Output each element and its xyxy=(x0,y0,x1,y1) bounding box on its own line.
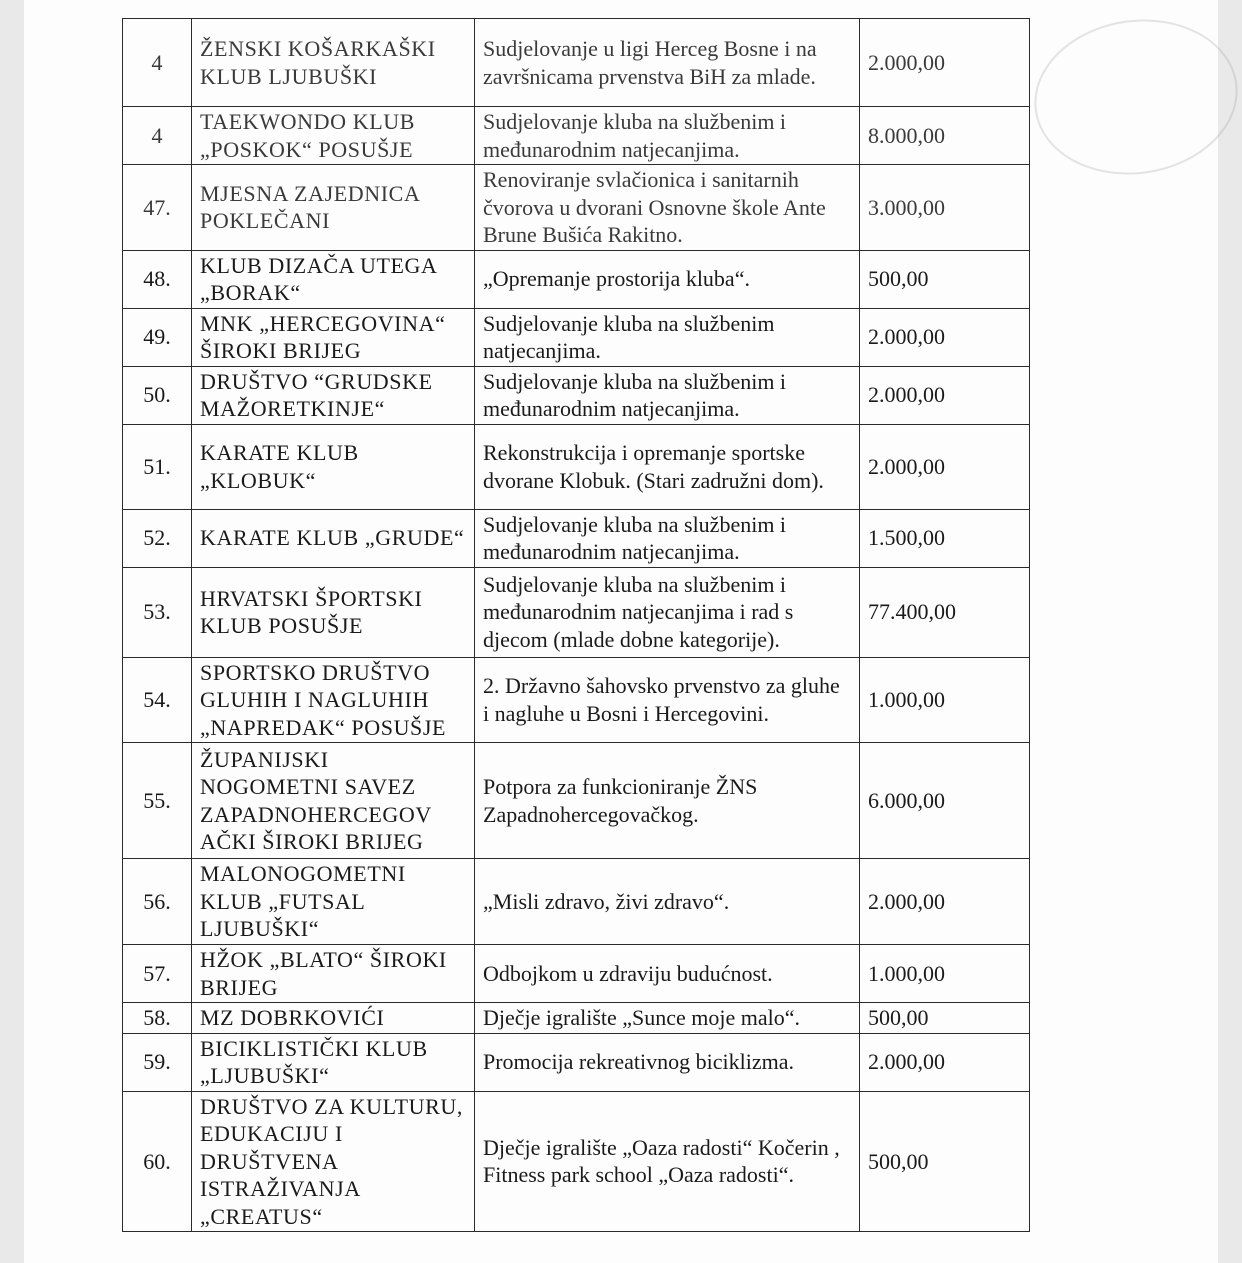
table-row xyxy=(123,859,1030,945)
row-number: 51. xyxy=(123,424,192,509)
row-number: 60. xyxy=(123,1091,192,1232)
row-number: 49. xyxy=(123,308,192,366)
table-row xyxy=(123,1003,1030,1034)
grant-purpose: Promocija rekreativnog biciklizma. xyxy=(475,1033,860,1091)
organization-name: DRUŠTVO ZA KULTURU, EDUKACIJU I DRUŠTVENA ISTRAŽIVANJA „CREATUS“ xyxy=(192,1091,475,1232)
table-row xyxy=(123,1033,1030,1091)
grant-purpose: „Opremanje prostorija kluba“. xyxy=(475,250,860,308)
grant-amount: 8.000,00 xyxy=(860,107,1030,165)
row-number: 50. xyxy=(123,366,192,424)
organization-name: KLUB DIZAČA UTEGA „BORAK“ xyxy=(192,250,475,308)
table-row xyxy=(123,424,1030,509)
grants-table xyxy=(122,18,1030,1232)
organization-name: HRVATSKI ŠPORTSKI KLUB POSUŠJE xyxy=(192,567,475,657)
grant-purpose: Sudjelovanje u ligi Herceg Bosne i na završnicama prvenstva BiH za mlade. xyxy=(475,19,860,107)
grant-amount: 2.000,00 xyxy=(860,19,1030,107)
row-number: 55. xyxy=(123,743,192,859)
row-number: 4 xyxy=(123,19,192,107)
grant-purpose: Sudjelovanje kluba na službenim i međunarodnim natjecanjima. xyxy=(475,509,860,567)
organization-name: SPORTSKO DRUŠTVO GLUHIH I NAGLUHIH „NAPREDAK“ POSUŠJE xyxy=(192,657,475,743)
grant-purpose: Renoviranje svlačionica i sanitarnih čvorova u dvorani Osnovne škole Ante Brune Bušića Rakitno. xyxy=(475,165,860,251)
table-row xyxy=(123,743,1030,859)
row-number: 4 xyxy=(123,107,192,165)
grant-amount: 2.000,00 xyxy=(860,1033,1030,1091)
table-row xyxy=(123,366,1030,424)
grant-purpose: Rekonstrukcija i opremanje sportske dvorane Klobuk. (Stari zadružni dom). xyxy=(475,424,860,509)
row-number: 48. xyxy=(123,250,192,308)
table-row xyxy=(123,657,1030,743)
table-row xyxy=(123,19,1030,107)
grant-amount: 1.500,00 xyxy=(860,509,1030,567)
organization-name: KARATE KLUB „KLOBUK“ xyxy=(192,424,475,509)
organization-name: TAEKWONDO KLUB „POSKOK“ POSUŠJE xyxy=(192,107,475,165)
table-row xyxy=(123,1091,1030,1232)
table-row xyxy=(123,945,1030,1003)
grant-purpose: Sudjelovanje kluba na službenim i međunarodnim natjecanjima. xyxy=(475,366,860,424)
organization-name: BICIKLISTIČKI KLUB „LJUBUŠKI“ xyxy=(192,1033,475,1091)
table-row xyxy=(123,567,1030,657)
grant-amount: 6.000,00 xyxy=(860,743,1030,859)
row-number: 58. xyxy=(123,1003,192,1034)
grant-amount: 77.400,00 xyxy=(860,567,1030,657)
grant-purpose: Dječje igralište „Sunce moje malo“. xyxy=(475,1003,860,1034)
grant-amount: 1.000,00 xyxy=(860,945,1030,1003)
grant-amount: 500,00 xyxy=(860,250,1030,308)
grant-purpose: „Misli zdravo, živi zdravo“. xyxy=(475,859,860,945)
row-number: 57. xyxy=(123,945,192,1003)
table-row xyxy=(123,250,1030,308)
grant-amount: 1.000,00 xyxy=(860,657,1030,743)
grant-amount: 3.000,00 xyxy=(860,165,1030,251)
organization-name: MNK „HERCEGOVINA“ ŠIROKI BRIJEG xyxy=(192,308,475,366)
stamp-seal xyxy=(1024,7,1242,188)
grant-amount: 2.000,00 xyxy=(860,308,1030,366)
grant-purpose: Potpora za funkcioniranje ŽNS Zapadnohercegovačkog. xyxy=(475,743,860,859)
organization-name: HŽOK „BLATO“ ŠIROKI BRIJEG xyxy=(192,945,475,1003)
organization-name: KARATE KLUB „GRUDE“ xyxy=(192,509,475,567)
table-row xyxy=(123,165,1030,251)
row-number: 47. xyxy=(123,165,192,251)
row-number: 54. xyxy=(123,657,192,743)
grant-purpose: Sudjelovanje kluba na službenim i međunarodnim natjecanjima i rad s djecom (mlade dobne kategorije). xyxy=(475,567,860,657)
organization-name: MZ DOBRKOVIĆI xyxy=(192,1003,475,1034)
grant-purpose: 2. Državno šahovsko prvenstvo za gluhe i nagluhe u Bosni i Hercegovini. xyxy=(475,657,860,743)
table-row xyxy=(123,509,1030,567)
row-number: 56. xyxy=(123,859,192,945)
table-row xyxy=(123,308,1030,366)
grant-amount: 500,00 xyxy=(860,1003,1030,1034)
row-number: 59. xyxy=(123,1033,192,1091)
grant-amount: 500,00 xyxy=(860,1091,1030,1232)
grant-purpose: Dječje igralište „Oaza radosti“ Kočerin , Fitness park school „Oaza radosti“. xyxy=(475,1091,860,1232)
row-number: 53. xyxy=(123,567,192,657)
organization-name: DRUŠTVO “GRUDSKE MAŽORETKINJE“ xyxy=(192,366,475,424)
row-number: 52. xyxy=(123,509,192,567)
grant-purpose: Sudjelovanje kluba na službenim natjecanjima. xyxy=(475,308,860,366)
grant-purpose: Sudjelovanje kluba na službenim i međunarodnim natjecanjima. xyxy=(475,107,860,165)
organization-name: ŽENSKI KOŠARKAŠKI KLUB LJUBUŠKI xyxy=(192,19,475,107)
grant-purpose: Odbojkom u zdraviju budućnost. xyxy=(475,945,860,1003)
table-row xyxy=(123,107,1030,165)
grant-amount: 2.000,00 xyxy=(860,366,1030,424)
grant-amount: 2.000,00 xyxy=(860,859,1030,945)
organization-name: MALONOGOMETNI KLUB „FUTSAL LJUBUŠKI“ xyxy=(192,859,475,945)
organization-name: MJESNA ZAJEDNICA POKLEČANI xyxy=(192,165,475,251)
grant-amount: 2.000,00 xyxy=(860,424,1030,509)
organization-name: ŽUPANIJSKI NOGOMETNI SAVEZ ZAPADNOHERCEGOV AČKI ŠIROKI BRIJEG xyxy=(192,743,475,859)
